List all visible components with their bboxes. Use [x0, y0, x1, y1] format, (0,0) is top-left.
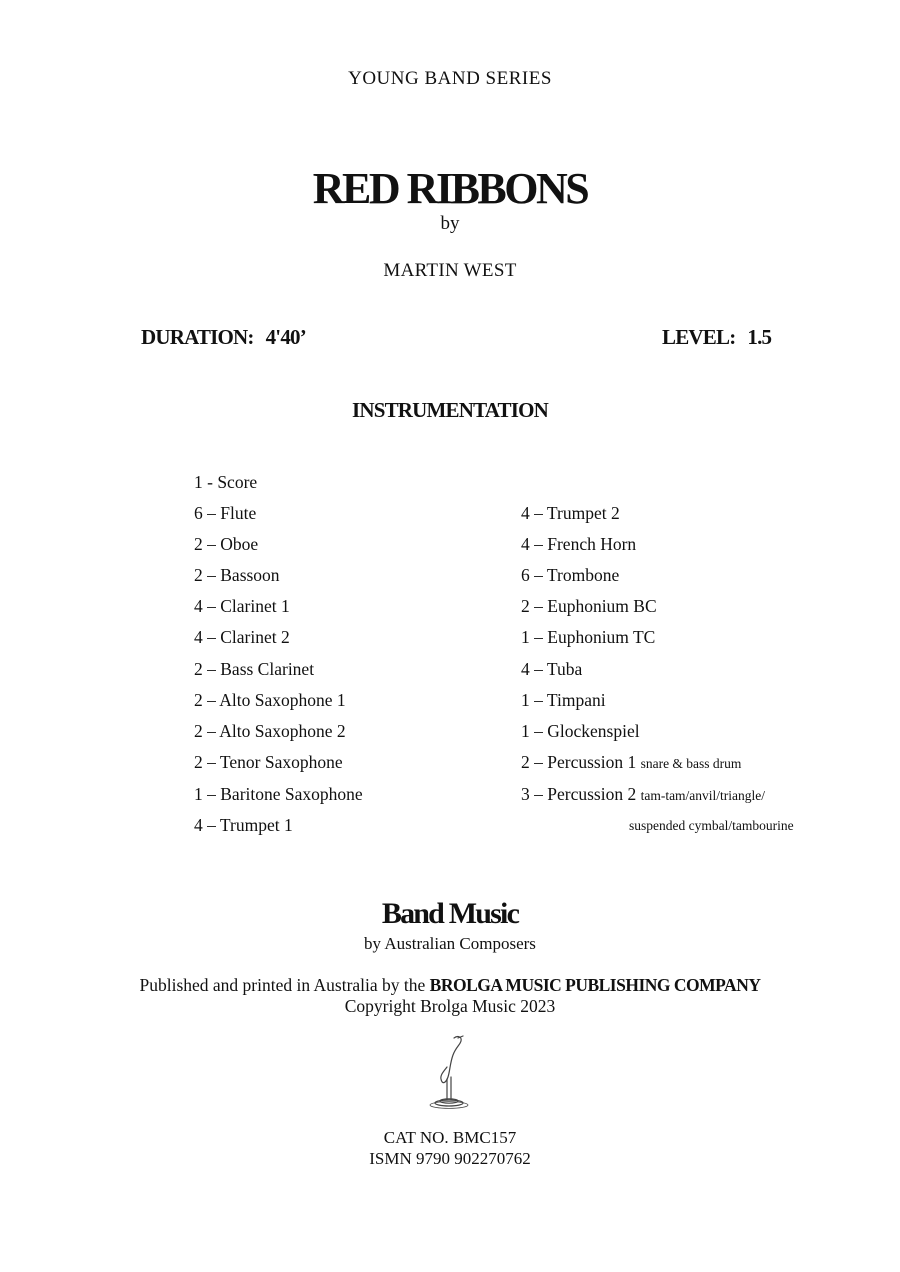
instrument-item: 4 – French Horn [521, 534, 637, 554]
instrument-item: 4 – Trumpet 1 [194, 815, 293, 835]
instrument-item: 4 – Clarinet 2 [194, 627, 290, 647]
duration-value: 4'40’ [265, 325, 306, 349]
instrument-item: 1 - Score [194, 472, 258, 492]
instrument-item: 4 – Tuba [521, 659, 583, 679]
brolga-bird-logo-icon [428, 1033, 472, 1109]
published-prefix: Published and printed in Australia by the [139, 975, 426, 995]
instrument-item: 1 – Euphonium TC [521, 627, 656, 647]
instrument-item-percussion-1 [521, 752, 741, 773]
catalogue-number: CAT NO. BMC157 [383, 1128, 517, 1147]
duration-label: DURATION: [141, 325, 254, 349]
instrument-item: 2 – Alto Saxophone 1 [194, 690, 346, 710]
level-label: LEVEL: [662, 325, 736, 349]
composer-name: MARTIN WEST [383, 260, 517, 281]
duration [141, 325, 306, 350]
instrument-label: 3 – Percussion 2 [521, 784, 637, 804]
instrument-item: 2 – Oboe [194, 534, 259, 554]
instrument-item: 2 – Bassoon [194, 565, 280, 585]
instrument-label: 2 – Percussion 1 [521, 752, 637, 772]
publisher-line [0, 975, 900, 996]
instrument-item: 6 – Flute [194, 503, 257, 523]
percussion-1-note: snare & bass drum [640, 756, 742, 771]
instrument-item: 4 – Trumpet 2 [521, 503, 620, 523]
instrument-item-percussion-2 [521, 784, 765, 805]
copyright: Copyright Brolga Music 2023 [344, 996, 556, 1016]
instrument-item: 6 – Trombone [521, 565, 620, 585]
level [662, 325, 771, 350]
instrument-item: 2 – Tenor Saxophone [194, 752, 343, 772]
instrument-item: 1 – Timpani [521, 690, 606, 710]
band-music-title: Band Music [381, 897, 519, 930]
instrumentation-heading: INSTRUMENTATION [351, 398, 549, 422]
instrument-item: 1 – Glockenspiel [521, 721, 640, 741]
piece-title: RED RIBBONS [312, 164, 588, 213]
publisher-name: BROLGA MUSIC PUBLISHING COMPANY [429, 975, 761, 995]
level-value: 1.5 [747, 325, 772, 349]
instrument-item: 2 – Euphonium BC [521, 596, 657, 616]
series-title: YOUNG BAND SERIES [348, 68, 552, 89]
instrument-item: 1 – Baritone Saxophone [194, 784, 363, 804]
by-label: by [440, 213, 460, 234]
band-music-subtitle: by Australian Composers [364, 934, 536, 953]
percussion-2-note: tam-tam/anvil/triangle/ [640, 788, 766, 803]
instrument-item: 2 – Alto Saxophone 2 [194, 721, 346, 741]
percussion-2-note-continued: suspended cymbal/tambourine [629, 818, 794, 833]
instrument-item: 4 – Clarinet 1 [194, 596, 290, 616]
ismn-number: ISMN 9790 902270762 [369, 1149, 531, 1168]
instrument-item: 2 – Bass Clarinet [194, 659, 315, 679]
